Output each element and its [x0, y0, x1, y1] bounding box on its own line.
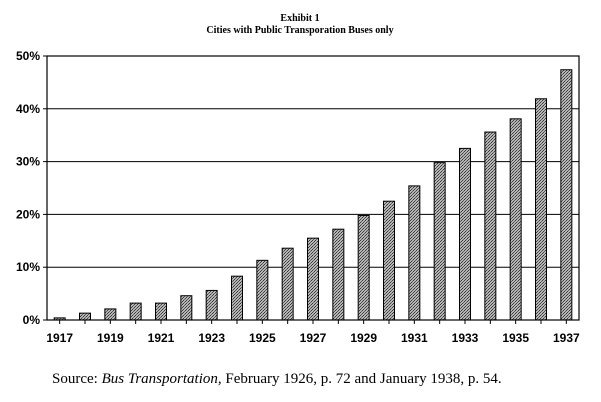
y-tick-label: 30%: [15, 154, 40, 169]
bar-1929: [358, 215, 369, 320]
x-tick-label: 1927: [299, 331, 327, 345]
x-axis-ticks: [46, 320, 580, 345]
bar-1937: [561, 70, 572, 320]
x-tick-label: 1937: [552, 331, 580, 345]
x-tick-label: 1917: [46, 331, 74, 345]
bar-1926: [282, 248, 293, 320]
y-tick-label: 40%: [15, 101, 40, 116]
y-tick-label: 50%: [15, 49, 40, 63]
bar-1924: [232, 276, 243, 320]
x-tick-label: 1919: [96, 331, 124, 345]
bar-1928: [333, 229, 344, 320]
x-tick-label: 1929: [350, 331, 378, 345]
x-tick-label: 1921: [147, 331, 175, 345]
chart-title: Exhibit 1: [280, 13, 320, 24]
source-prefix: Source:: [52, 371, 102, 387]
bar-1919: [105, 309, 116, 320]
bar-1936: [536, 99, 547, 320]
bar-1934: [485, 132, 496, 320]
y-axis-ticks: [16, 49, 47, 327]
bar-1935: [510, 119, 521, 320]
bar-1920: [130, 303, 141, 320]
y-tick-label: 10%: [15, 260, 40, 275]
bar-1933: [460, 148, 471, 320]
bar-1931: [409, 186, 420, 320]
bars: [54, 70, 572, 320]
source-note: [52, 371, 502, 388]
bar-1927: [308, 238, 319, 320]
bar-1932: [434, 163, 445, 320]
bar-1930: [384, 201, 395, 320]
x-tick-label: 1923: [198, 331, 226, 345]
source-publication: Bus Transportation,: [101, 371, 222, 387]
x-tick-label: 1931: [400, 331, 428, 345]
bar-1925: [257, 260, 268, 320]
x-tick-label: 1933: [451, 331, 479, 345]
bar-1921: [156, 303, 167, 320]
source-details: February 1926, p. 72 and January 1938, p. 54.: [221, 371, 502, 387]
chart-subtitle: Cities with Public Transporation Buses only: [206, 25, 394, 36]
x-tick-label: 1925: [248, 331, 276, 345]
y-tick-label: 20%: [15, 207, 40, 222]
bar-1923: [206, 290, 217, 320]
x-tick-label: 1935: [502, 331, 530, 345]
y-tick-label: 0%: [22, 313, 40, 327]
bar-1922: [181, 296, 192, 320]
bar-1918: [80, 313, 91, 320]
